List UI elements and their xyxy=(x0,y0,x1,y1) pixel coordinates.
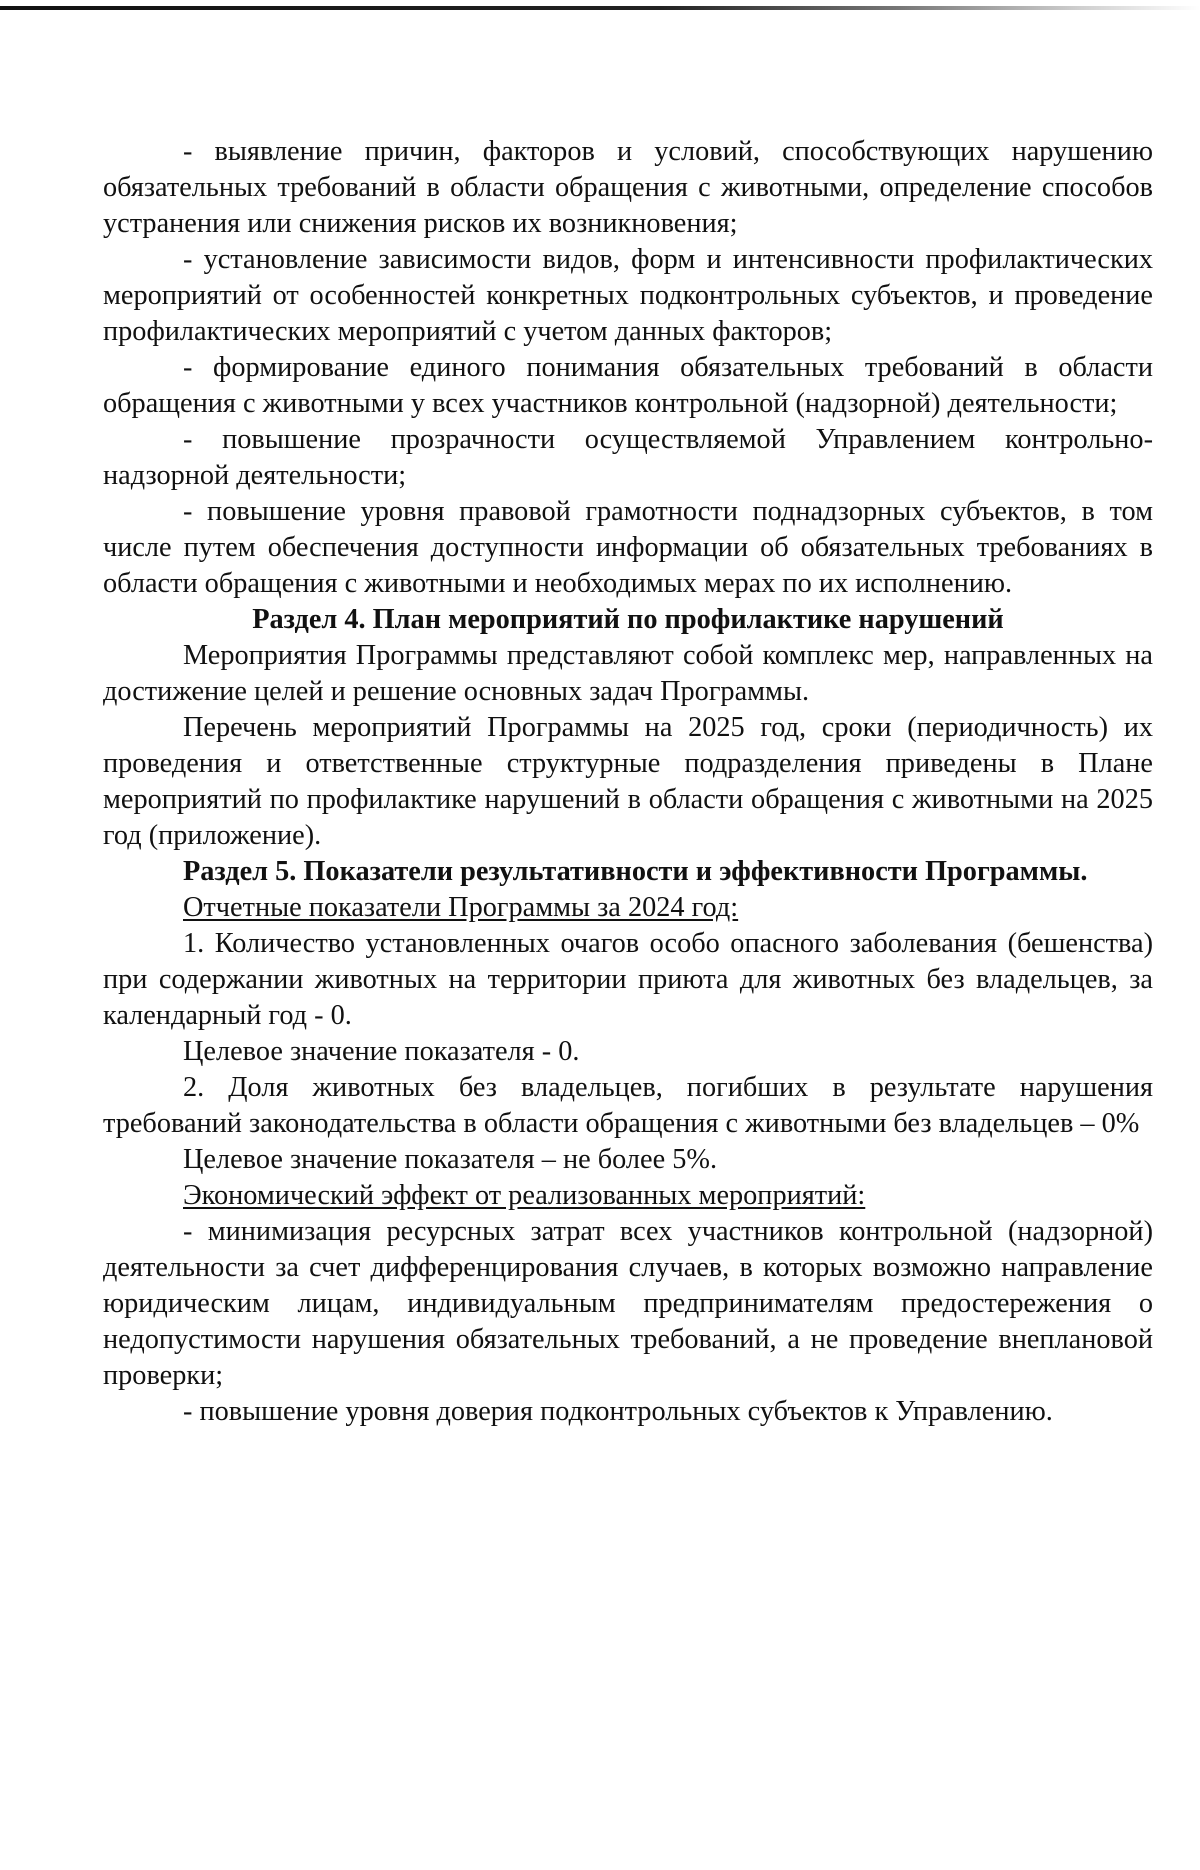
economic-effect-title-text: Экономический эффект от реализованных мероприятий: xyxy=(183,1180,866,1211)
reporting-indicators-title xyxy=(103,890,1153,926)
list-item: - минимизация ресурсных затрат всех участников контрольной (надзорной) деятельности за счет дифференцирования случаев, в которых возможно направление юридическим лицам, индивидуальным предпринимателям предостережения о недопустимости нарушения обязательных требований, а не проведение внеплановой проверки; xyxy=(103,1216,1153,1391)
document-body xyxy=(103,134,1153,1430)
list-item: - повышение уровня правовой грамотности поднадзорных субъектов, в том числе путем обеспечения доступности информации об обязательных требованиях в области обращения с животными и необходимых мерах по их исполнению. xyxy=(103,496,1153,599)
indicator-1: 1. Количество установленных очагов особо опасного заболевания (бешенства) при содержании животных на территории приюта для животных без владельцев, за календарный год - 0. xyxy=(103,928,1153,1031)
economic-effect-title xyxy=(103,1178,1153,1214)
indicator-2: 2. Доля животных без владельцев, погибших в результате нарушения требований законодательства в области обращения с животными без владельцев – 0% xyxy=(103,1072,1153,1139)
top-border-line xyxy=(0,6,1200,10)
indicator-1-target: Целевое значение показателя - 0. xyxy=(183,1036,580,1067)
paragraph: Мероприятия Программы представляют собой комплекс мер, направленных на достижение целей и решение основных задач Программы. xyxy=(103,640,1153,707)
list-item: - формирование единого понимания обязательных требований в области обращения с животными у всех участников контрольной (надзорной) деятельности; xyxy=(103,352,1153,419)
section-5-heading: Раздел 5. Показатели результативности и эффективности Программы. xyxy=(183,856,1088,887)
paragraph: Перечень мероприятий Программы на 2025 год, сроки (периодичность) их проведения и ответственные структурные подразделения приведены в Плане мероприятий по профилактике нарушений в области обращения с животными на 2025 год (приложение). xyxy=(103,712,1153,851)
list-item: - повышение прозрачности осуществляемой Управлением контрольно-надзорной деятельности; xyxy=(103,424,1153,491)
list-item: - выявление причин, факторов и условий, способствующих нарушению обязательных требований в области обращения с животными, определение способов устранения или снижения рисков их возникновения; xyxy=(103,136,1153,239)
reporting-indicators-title-text: Отчетные показатели Программы за 2024 год: xyxy=(183,892,739,923)
list-item: - повышение уровня доверия подконтрольных субъектов к Управлению. xyxy=(183,1396,1053,1427)
section-4-heading: Раздел 4. План мероприятий по профилактике нарушений xyxy=(252,604,1004,635)
list-item: - установление зависимости видов, форм и интенсивности профилактических мероприятий от особенностей конкретных подконтрольных субъектов, и проведение профилактических мероприятий с учетом данных факторов; xyxy=(103,244,1153,347)
indicator-2-target: Целевое значение показателя – не более 5%. xyxy=(183,1144,718,1175)
